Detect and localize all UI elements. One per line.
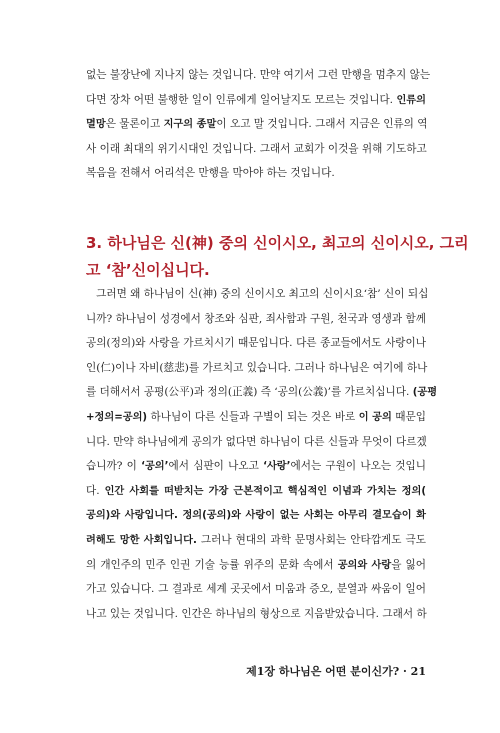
text-line: 인(仁)이나 자비(慈悲)를 가르치고 있습니다. 그러나 하나님은 여기에 하나: [86, 361, 428, 374]
text-line: 사 이래 최대의 위기시대인 것입니다. 그래서 교회가 이것을 위해 기도하고: [86, 142, 427, 155]
text-line: 공의(정의)와 사랑을 가르치시기 때문입니다. 다른 종교들에서도 사랑이나: [86, 337, 426, 350]
text-line: 니까? 하나님이 성경에서 창조와 심판, 죄사함과 구원, 천국과 영생과 함께: [86, 312, 426, 325]
paragraph-intro: [86, 63, 431, 186]
text-line: 를 더해서서 공평(公平)과 정의(正義) 즉 ‘공의(公義)’를 가르치십니다. (공평: [86, 386, 438, 399]
text-line: 멸망은 물론이고 지구의 종말이 오고 말 것입니다. 그래서 지금은 인류의 역: [86, 118, 428, 131]
text-line: 다. 인간 사회를 떠받치는 가장 근본적이고 핵심적인 이념과 가치는 정의(: [86, 484, 426, 497]
paragraph-main: [86, 282, 438, 626]
heading-line-1: 3. 하나님은 신(神) 중의 신이시오, 최고의 신이시오, 그리: [86, 234, 469, 252]
text-line: 나고 있는 것입니다. 인간은 하나님의 형상으로 지음받았습니다. 그래서 하: [86, 607, 427, 620]
text-line: 공의)와 사랑입니다. 정의(공의)와 사랑이 없는 사회는 아무리 결모습이 화: [86, 510, 426, 522]
text-line: +정의=공의) 하나님이 다른 신들과 구별이 되는 것은 바로 이 공의 때문입: [86, 410, 426, 423]
text-line: 다면 장차 어떤 불행한 일이 인류에게 일어날지도 모르는 것입니다. 인류의: [86, 93, 426, 106]
text-line: 복음을 전해서 어리석은 만행을 막아야 하는 것입니다.: [86, 167, 335, 180]
text-line: 니다. 만약 하나님에게 공의가 없다면 하나님이 다른 신들과 무엇이 다르겠: [86, 435, 427, 448]
section-heading: [86, 232, 469, 286]
text-line: 의 개인주의 민주 인권 기술 능률 위주의 문화 속에서 공의와 사랑을 잃어: [86, 558, 426, 571]
page-footer: 제1장 하나님은 어떤 분이신가? · 21: [246, 665, 426, 678]
text-line: 그러면 왜 하나님이 신(神) 중의 신이시오 최고의 신이시요‘참’ 신이 되십: [86, 288, 429, 300]
heading-line-2: 고 ‘참’신이십니다.: [86, 261, 210, 279]
text-line: 려해도 망한 사회입니다. 그러나 현대의 과학 문명사회는 안타깝게도 극도: [86, 533, 426, 546]
text-line: 가고 있습니다. 그 결과로 세계 곳곳에서 미움과 증오, 분열과 싸움이 일어: [86, 583, 426, 596]
text-line: 없는 불장난에 지나지 않는 것입니다. 만약 여기서 그런 만행을 멈추지 않는: [86, 69, 431, 81]
text-line: 습니까? 이 ‘공의’에서 심판이 나오고 ‘사랑’에서는 구원이 나오는 것입니: [86, 460, 426, 473]
